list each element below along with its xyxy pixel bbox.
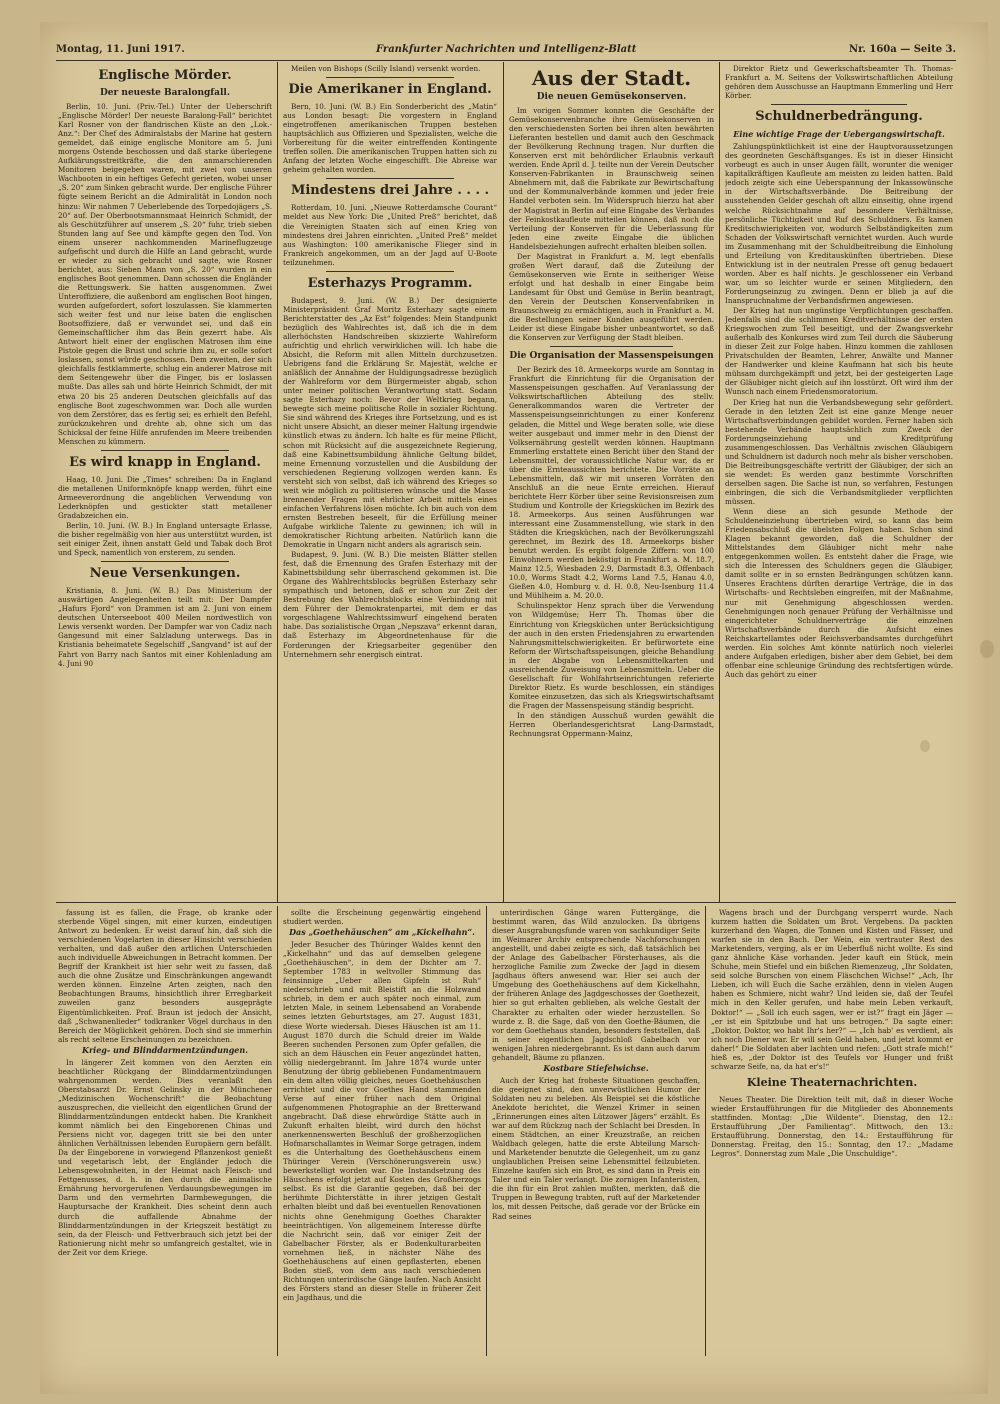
- divider: [101, 561, 229, 562]
- article-text: Meilen von Bishops (Scilly Island) versenkt worden.: [291, 64, 481, 73]
- paper-stain: [980, 640, 994, 658]
- header-date: Montag, 11. Juni 1917.: [56, 44, 185, 55]
- headline-krieg-blinddarm: Krieg- und Blinddarmentzündungen.: [81, 1044, 248, 1055]
- headline-gemuesekonserven: Die neuen Gemüsekonserven.: [536, 92, 687, 102]
- headline-neue-versenkungen: Neue Versenkungen.: [89, 566, 241, 582]
- subheadline: Der neueste Baralongfall.: [100, 88, 230, 98]
- headline-englische-moerder: Englische Mörder.: [98, 68, 232, 83]
- article-text: Auch der Krieg hat froheste Situationen geschaffen, die geeignet sind, den unverwüstlichen Humor der Soldaten neu zu beleben. Als Beispiel sei die köstliche Anekdote berichtet, die Wenzel Krimer in seinen „Erinnerungen eines alten Lützower Jägers“ erzählt. Es war auf dem Rückzug nach der Schlacht bei Dresden. In einem Städtchen, an einer Kreuzstraße, an reichen Waldbach gelegen, hatte die erste Abteilung Marsch- und Marketender benutzte die Gelegenheit, um zu ganz unglaublichen Preisen seine Lebensmittel feilzubieten. Einzelne kaufen sich ein Brot, es sind dann in Preis ein Taler und ein Taler verlangt. Die zornigen Infanteristen, die ihn für ein Brot zahlen mußten, merkten, daß die Truppen in Bewegung trabten, ruft auf der Marketender los, mit dessen Peitsche, daß gerade vor der Brücke ein Rad seines: [492, 1075, 700, 1221]
- article-text: Jeder Besucher des Thüringer Waldes kennt den „Kickelhahn“ und das auf demselben gelegene „Goethehäuschen“, in dem der Dichter am 7. September 1783 in weltvoller Stimmung das feinsinnige „Ueber allen Gipfeln ist Ruh“ niederschrieb und mit Bleistift an die Holzwand schrieb, in dem er auch später noch einmal, zum letzten Male, in seinem Lebensabend an Vorabende seines letzten Geburtstages, am 27. August 1831, diese Worte wiedersah. Dieses Häuschen ist am 11. August 1870 durch die Schuld dreier im Walde Beeren suchenden Personen zum Opfer gefallen, die sich an dem Häuschen ein Feuer angezündet hatten, völlig niedergebrannt. Im Jahre 1874 wurde unter Benutzung der übrig gebliebenen Fundamentmauern ein dem alten völlig gleiches, neues Goethehäuschen errichtet und die vor Goethes Hand stammenden Verse auf einer früher nach dem Original aufgenommenen Photographie an der Bretterwand angebracht. Daß diese ehrwürdige Stätte auch in Zukunft erhalten bleibt, wird durch den höchst anerkennenswerten Beschluß der großherzoglichen Hofmarschallamtes in Weimar Sorge getragen, indem es die Unterhaltung des Goethehäuschens einem Thüringer Verein (Verschönerungsverein usw.) bewerkstelligt worden war. Die Instandsetzung des Häuschens erfolgt jetzt auf Kosten des Großherzogs selbst. Es ist die Garantie gegeben, daß bei der berühmte Dichterstätte in ihrer jetzigen Gestalt erhalten bleibt und daß bei eventuellen Renovationen nichts ohne Genehmigung Goethes Charakter beeinträchtigen. Von allgemeinem Interesse dürfte die Nachricht sein, daß vor einiger Zeit der Gabelbacher Förster, als er Bodenkulturarbeiten vornehmen ließ, in nächster Nähe des Goethehäuschens auf einen gepflasterten, ebenen Boden stieß, von dem aus nach verschiedenen Richtungen unterirdische Gänge laufen. Nach Ansicht des Försters stand an dieser Stelle in früherer Zeit ein Jagdhaus, und die: [283, 940, 481, 1302]
- column-rule: [719, 62, 720, 902]
- article-text: Budapest, 9. Juni. (W. B.) Die meisten Blätter stellen fest, daß die Ernennung des Grafen Esterhazy mit der Kabinettsbildung sehr überraschend gekommen ist. Die Organe des Wahlrechtsblocks begrüßen Esterhazy sehr sympathisch und betonen, daß er schon zur Zeit der Bestrebung des Wahlrechtsblocks eine Verbindung mit dem Führer der Demokratenpartei, mit dem er das vorgeschlagene Wahlrechtssimwurf eingehend beraten habe. Das sozialistische Organ „Nepszava“ erkennt daran, daß Esterhazy im Abgeordnetenhause für die Forderungen der Kriegsarbeiter gegenüber den Unternehmern sehr energisch eintrat.: [283, 550, 497, 659]
- article-text: Der Magistrat in Frankfurt a. M. legt ebenfalls großen Wert darauf, daß die Zuteilung der Gemüsekonserven wie Ernte in seitheriger Weise erfolgt und hat deshalb in einer Eingabe beim Landesamt für Obst und Gemüse in Berlin beantragt, den Verein der Deutschen Konservenfabriken in Braunschweig zu ermächtigen, auch in Frankfurt a. M. die Bestellungen seiner Kunden ausgeführt werden. Leider ist diese Eingabe bisher unbeantwortet, so daß die Konserven zur Verfügung der Stadt bleiben.: [509, 251, 714, 343]
- article-text: Der Krieg hat nun die Verbandsbewegung sehr gefördert. Gerade in den letzten Zeit ist eine ganze Menge neuer Wirtschaftsverbindungen gebildet worden. Ferner haben sich bestehende Verbände hauptsächlich zum Zweck der Forderungseinziehung und Kreditprüfung zusammengeschlossen. Das Verhältnis zwischen Gläubigern und Schuldnern ist dadurch noch mehr als bisher verschoben. Die Beitreibungsgeschäfte vertritt der Gläubiger, der sich an sie wendet: Es werden ganz bestimmte Vorschriften derselben sagen. Die Sache ist nun, so verfahren, Festungen einbringen, die sich die Verbandsmitglieder verpflichten müssen.: [725, 397, 953, 507]
- header-masthead: Frankfurter Nachrichten und Intelligenz-Blatt: [376, 44, 637, 55]
- column-8: [711, 908, 953, 1356]
- column-4: [725, 64, 953, 900]
- section-title-aus-der-stadt: Aus der Stadt.: [531, 66, 692, 90]
- article-text: Zahlungspünktlichkeit ist eine der Hauptvoraussetzungen des geordneten Geschäftsganges. Es ist in dieser Hinsicht vorbeugt es auch in unser Augen fällt, worunter die weniger kapitalkräftigen Kaufleute am meisten zu leiden hatten. Bald jedoch zeigte sich eine Ueberspannung der Inkassowünsche in der Wirtschaftsverbände. Die Beitreibung der ausstehenden Gelder geschah oft allzu einseitig, ohne irgend welche Rücksichtnahme auf besondere Verhältnisse, persönliche Tüchtigkeit und Ruf des Schuldners. Es kamen Kreditschwierigkeiten vor, wodurch Selbständigkeiten zum Schaden der Volkswirtschaft vernichtet wurden. Auch wurde im Zusammenhang mit der Schuldbeitreibung die Einholung und Erteilung von Kreditauskünften übertrieben. Diese Entwicklung ist in der neutralen Presse oft genug bedauert worden. Aber es half nichts. Je geschlossener ein Verband war, um so leichter wurde er seinen Mitgliedern, den Forderungseinzug zu zwingen. Denn er blieb ja auf die Inanspruchnahme der Verbandsfirmen angewiesen.: [725, 142, 953, 305]
- article-text: unterirdischen Gänge waren Futtergänge, die bestimmt waren, das Wild anzulocken. Da übrigens dieser Ausgrabungsfunde waren von sachkundiger Seite im Weimarer Archiv entsprechende Nachforschungen angestellt, und dabei zeigte es sich, daß tatsächlich bei der Anlage des Gabelbacher Försterhauses, als die herzogliche Familie zum Zwecke der Jagd in diesem Jagdhaus öfters anwesend war. Hier sei auch der Umgebung des Goethehäuschens auf dem Kickelhahn, der früheren Anlage des Jagdgeschosses der Goethezeit, hier so gut erhalten geblieben, als welche Gestalt der Charakter zu erhalten oder wieder herzustellen. So wurde z. B. die Sage, daß von den Goethe-Bäumen, die vor dem Goethehaus standen, besonders feststellen, daß in seiner eigentlichen Jagdschloß Gabelbach vor wenigen Jahren niedergebrannt. Es ist dann auch darum gehandelt, Bäume zu pflanzen.: [492, 908, 700, 1062]
- header-page-number: Nr. 160a — Seite 3.: [848, 44, 956, 55]
- column-7: [492, 908, 700, 1356]
- article-text: fassung ist es fallen, die Frage, ob kranke oder sterbende Vögel singen, mit einer kurzen, eindeutigen Antwort zu bedenken. Er weist darauf hin, daß sich die verschiedenen Vogelarten in dieser Hinsicht verschieden verhalten, und daß außer den artlichen Unterschieden auch individuelle Abweichungen in Betracht kommen. Der Begriff der Krankheit ist hier sehr weit zu fassen, daß auch die ohne Zusätze und Einschränkungen angewandt werden können. Einzelne Arten zeigten, nach den Beobachtungen Braums, hinsichtlich ihrer Erregbarkeit zuweilen ganz besonders ausgeprägte Eigentümlichkeiten. Prof. Braun ist jedoch der Ansicht, daß „Schwanenlieder“ todkranker Vögel durchaus in den Bereich der Möglichkeit gehören. Doch sind sie immerhin als recht seltene Erscheinungen zu bezeichnen.: [58, 908, 272, 1044]
- article-text: Der Bezirk des 18. Armeekorps wurde am Sonntag in Frankfurt die Einrichtung für die Organisation der Massenspeisungen geschaffen. Auf Veranlassung der Volkswirtschaftlichen Abteilung des stellv. Generalkommandos waren die Vertreter der Massenspeisungseinrichtungen zu einer Konferenz geladen, die Mittel und Wege beraten solle, wie diese weiter ausgebaut und immer mehr in den Dienst der Volksernährung gestellt werden können. Hauptmann Emmerling erstattete einen Bericht über den Stand der Lebensmittel, der voraussichtliche Natur war, da er über die Ernteaussichten berichtete. Die Vorräte an Lebensmitteln, daß wir mit unseren Vorräten den Anschluß an die neue Ernte erreichen. Hierauf berichtete Herr Körber über seine Revisionsreisen zum Studium und Kontrolle der Kriegsküchen im Bezirk des 18. Armeekorps. Aus seinen Ausführungen war interessant eine Zusammenstellung, wie stark in den Städten die Kriegsküchen, nach der Bevölkerungszahl gerechnet, im Bezirk des 18. Armeekorps bisher benutzt werden. Es ergibt folgende Ziffern: von 100 Einwohnern werden beköstigt in Frankfurt a. M. 18.7, Mainz 12.5, Wiesbaden 2.9, Darmstadt 8.3, Offenbach 10.0, Worms Stadt 4.2, Worms Land 7.5, Hanau 4.0, Gießen 4.0, Homburg v. d. H. 0.8, Neu-Isenburg 11.4 und Mühlheim a. M. 20.0.: [509, 365, 714, 601]
- divider: [326, 77, 454, 78]
- column-rule: [277, 906, 278, 1356]
- article-text: Wagens brach und der Durchgang versperrt wurde. Nach kurzem hatten die Soldaten um Brot. Vergebens. Da packten kurzerhand den Wagen, die Tonnen und Kisten und Fässer, und warfen sie in den Bach. Der Wein, ein vertrauter Rest des Marketenders, verging, als er im Ueberfluß nicht wollte. Es sind ganz ähnliche Käse vorhanden. Jeder kauft ein Stück, mein Schuhe, mein Stiefel und ein bißchen Riemenzeug, „Ihr Soldaten, seid solche Burschen von einem Fläschchen Wichse!“ „Ach, Ihr Lieben, ich will Euch die Sache erzählen, denn in vielen Augen haben es Schmiere, nicht wahr? Und leiden sie, daß der Teufel mich in den Keller gerufen, und habe mein Leben verkauft, Doktor!“ — „Soll ich euch sagen, wer er ist?“ fragt ein Jäger — „er ist ein Spitzbube und hat uns betrogen.“ Da sagte einer: „Doktor, Doktor, wo habt Ihr's her?“ — „Ich hab' es verdient, als ich noch Diener war. Er will sein Geld haben, und jetzt kommt er daher!“ Die Soldaten aber lachten und riefen: „Gott strafe mich!“ hieß es, „der Doktor ist des Teufels vor Hunger und frißt schwarze Seife, na, da hat er's!“: [711, 908, 953, 1071]
- article-text: Bern, 10. Juni. (W. B.) Ein Sonderbericht des „Matin“ aus London besagt: Die vorgestern in England eingetroffenen amerikanischen Truppen bestehen hauptsächlich aus Offizieren und Spezialisten, welche die Vorbereitung für die weiter eintreffenden Kontingente treffen sollen. Die amerikanischen Truppen hatten sich zu Anfang der letzten Woche eingeschifft. Die Abreise war geheim gehalten worden.: [283, 102, 497, 175]
- article-text: Schulinspektor Henz sprach über die Verwendung von Wildgemüse; Herr Th. Thomas über die Einrichtung von Kriegsküchen unter Berücksichtigung der auch in den ersten Friedensjahren zu erwartenden Nahrungsmittelschwierigkeiten. Er befürwortete eine Reform der Wirtschaftsspeisungen, gleiche Behandlung in der Abgabe von Lebensmittelkarten und ausreichende Zuweisung von Lebensmitteln. Ueber die Gesellschaft für Wohlfahrtseinrichtungen referierte Direktor Rietz. Es wurde beschlossen, ein ständiges Komitee einzusetzen, das sich als Kriegswirtschaftsamt die Fragen der Massenspeisung ständig bespricht.: [509, 601, 714, 710]
- column-6: [283, 908, 481, 1356]
- column-rule: [486, 906, 487, 1356]
- article-text: Rotterdam, 10. Juni. „Nieuwe Rotterdamsche Courant“ meldet aus New York: Die „United Preß“ berichtet, daß die Vereinigten Staaten sich auf einen Krieg von mindestens drei Jahren einrichten. „United Preß“ meldet aus Washington: 100 amerikanische Flieger sind in Frankreich angekommen, um an der Jagd auf U-Boote teilzunehmen.: [283, 203, 497, 267]
- paper-stain: [920, 740, 930, 752]
- headline-stiefelwichse: Kostbare Stiefelwichse.: [543, 1062, 649, 1073]
- headline-knapp-in-england: Es wird knapp in England.: [69, 454, 261, 470]
- headline-goethehaeuschen: Das „Goethehäuschen“ am „Kickelhahn“.: [289, 927, 475, 938]
- article-text: Kristiania, 8. Juni. (W. B.) Das Ministerium der auswärtigen Angelegenheiten teilt mit: Der Dampfer „Hafurs Fjord“ von Drammen ist am 2. Juni von einem deutschen Unterseeboot 400 Meilen nordwestlich von Lewis versenkt worden. Der Dampfer war von Cadiz nach Gangesund mit einer Salzladung unterwegs. Das in Kristiania beheimatete Segelschiff „Sangvand“ ist auf der Fahrt von Barry nach Santos mit einer Kohlenladung am 4. Juni 90: [58, 586, 272, 668]
- divider: [101, 450, 229, 451]
- subheadline: Eine wichtige Frage der Uebergangswirtschaft.: [733, 129, 945, 140]
- divider: [326, 271, 454, 272]
- page-header: [56, 42, 956, 61]
- article-text: Direktor Rietz und Gewerkschaftsbeamter Th. Thomas-Frankfurt a. M. Seitens der Volkswirtschaftlichen Abteilung gehören dem Ausschusse an Hauptmann Emmerling und Herr Körber.: [725, 64, 953, 101]
- column-rule: [503, 62, 504, 902]
- divider: [771, 104, 908, 105]
- headline-mindestens-drei-jahre: Mindestens drei Jahre . . . .: [290, 183, 490, 199]
- article-text: Berlin, 10. Juni. (W. B.) In England untersagte Erlasse, die bisher regelmäßig von hier aus unterstützt wurden, ist seit einiger Zeit, ihnen anstatt Geld und Tabak doch Brot und Speck, namentlich von ersterem, zu senden.: [58, 521, 272, 558]
- column-3: [509, 64, 714, 900]
- column-rule: [705, 906, 706, 1356]
- divider: [326, 178, 454, 179]
- headline-massenspeisungen: Die Organisation der Massenspeisungen: [509, 351, 714, 362]
- headline-schuldnerbedraengung: Schuldnerbedrängung.: [755, 109, 923, 125]
- headline-theaternachrichten: Kleine Theaternachrichten.: [746, 1075, 918, 1089]
- column-2: [283, 64, 497, 900]
- column-5: [58, 908, 272, 1356]
- article-text: In längerer Zeit kommen von den Aerzten ein beachtlicher Rückgang der Blinddarmentzündungen wahrgenommen werden. Dies veranlaßt den Oberstabsarzt Dr. Ernst Gelinsky in der Münchener „Medizinischen Wochenschrift“ die Beobachtung auszusprechen, die vielleicht den eigentlichen Grund der Blinddarmentzündungen entdeckt haben. Die Krankheit kommt nämlich bei den Eingeborenen Chinas und Persiens nicht vor, dagegen tritt sie bei den unter ähnlichen Verhältnissen lebenden Europäern gern befällt. Da der Eingeborene in vorwiegend Pflanzenkost genießt und vegetarisch lebt, der Engländer jedoch die Lebensgewohnheiten, in der Heimat nach Fleisch- und Fettgenusses, d. h. in den durch die animalische Ernährung hervorgerufenen Verdauungsbewegungen im Darm und den vermehrten Darmbewegungen, die Hauptursache der Krankheit. Dies scheint denn auch durch die auffallende Abnahme der Blinddarmentzündungen in der Kriegszeit bestätigt zu sein, da der Fleisch- und Fettverbrauch sich jetzt bei der Rationierung nicht mehr so umfangreich gestaltet, wie in der Zeit vor dem Kriege.: [58, 1057, 272, 1257]
- article-text: Budapest, 9. Juni. (W. B.) Der designierte Ministerpräsident Graf Moritz Esterhazy sagte einem Berichterstatter des „Az Est“ folgendes: Mein Standpunkt bezüglich des Wahlrechtes ist, daß ich die in dem allerhöchsten Handschreiben skizzierte Wahlreform aufrichtig und ehrlich verwirklichen will. Ich habe die Absicht, die Reform mit allen Mitteln durchzusetzen. Uebrigens fand die Erklärung Sr. Majestät, welche er anläßlich der Annahme der Huldigungsadresse bezüglich der Wahlreform vor dem Bürgermeister abgab, schon unter meiner politischen Verantwortung statt. Sodann sagte Esterhazy noch: Bevor der Weltkrieg begann, bewegte sich meine politische Rolle in sozialer Richtung. Sie sind während des Krieges ihre Fortsetzung, und es ist nicht unsere Absicht, an dieser meiner Haltung irgendwie künstlich etwas zu ändern. Ich halte es für meine Pflicht, schon mit Rücksicht auf die ausgezeichnete Regierung, daß eine Kabinettsumbildung ähnliche Geltung bildet, meine Ernennung vorzustellen und die Ausbildung der verschiedenen Regierung vollzogen werden kann. Es versteht sich von selbst, daß ich während des Krieges so weit wie möglich zu politisieren wünsche und die Masse brennender Fragen mit ehrlicher Arbeit mittels eines einfachen Verfahrens lösen möchte. Ich bin auch von dem ernsten Bestreben beseelt, für die Erfüllung meiner Aufgabe wirkliche Talente zu gewinnen; ich will in demokratischer Richtung arbeiten. Natürlich kann die Demokratie in Ungarn nicht anders als agrarisch sein.: [283, 295, 497, 550]
- column-rule: [277, 62, 278, 902]
- article-text: Im vorigen Sommer konnten die Geschäfte der Gemüsekonservenbranche ihre Gemüsekonserven in den verschiedensten Sorten bei ihren alten bewährten Lieferanten bestellen und damit auch den Geschmack der Bevölkerung Rechnung tragen. Nur durften die Konserven erst mit behördlicher Erlaubnis verkauft werden. Ende April d. J. teilte nun der Verein Deutscher Konserven-Fabrikanten in Braunschweig seinen Abnehmern mit, daß die Fabrikate zur Bewirtschaftung und der Kommunalverbände kommen und jeder freie Handel verboten sein. Im Widerspruch hierzu hat aber der Magistrat in Berlin auf eine Eingabe des Verbandes der Feinkostkaufleute mitteilen können, daß noch die Verteilung der Konserven für die Ueberlassung für Jeden eine zweite Eingabe die üblichen Handelsbeziehungen aufrecht erhalten bleiben sollen.: [509, 106, 714, 251]
- article-text: sollte die Erscheinung gegenwärtig eingehend studiert werden.: [283, 908, 481, 927]
- headline-amerikaner-in-england: Die Amerikaner in England.: [288, 82, 492, 98]
- article-text: Haag, 10. Juni. Die „Times“ schreiben: Da in England die metallenen Uniformknöpfe knapp werden, führt eine Armeeverordnung die angeblichen Verwendung von Lederknöpfen und gestickter statt metallener Gradabzeichen ein.: [58, 474, 272, 520]
- section-rule: [56, 902, 956, 903]
- article-text: Neues Theater. Die Direktion teilt mit, daß in dieser Woche wieder Erstaufführungen für die Mitglieder des Abonnements stattfinden. Montag: „Die Wildente“. Dienstag, den 12.: Erstaufführung „Der Familientag“. Mittwoch, den 13.: Erstaufführung. Donnerstag, den 14.: Erstaufführung für Donnerstag. Freitag, den 15.: Sonntag, den 17.: „Madame Legros“. Donnerstag zum Male „Die Unschuldige“.: [711, 1094, 953, 1159]
- headline-esterhazys-programm: Esterhazys Programm.: [307, 275, 473, 291]
- article-text: Berlin, 10. Juni. (Priv.-Tel.) Unter der Ueberschrift „Englische Mörder! Der neueste Baralong-Fall“ berichtet Karl Rosner von der flandrischen Küste an den „Lok.-Anz.“: Der Chef des Admiralstabs der Marine hat gestern gemeldet, daß einige englische Monitore am 5. Juni morgens Ostende beschossen und daß starke überlegene Aufklärungsstreitkräfte, die den anmarschierenden Monitoren beigegeben waren, mit zwei von unseren Wachbooten in ein heftiges Gefecht gerieten, wobei unser „S. 20“ zum Sinken gebracht wurde. Der englische Führer fügte seinem Bericht an die Admiralität in London noch hinzu: Wir nahmen 7 Ueberlebende des Torpedojägers „S. 20“ auf. Der Oberbootsmannsmaat Heinrich Schmidt, der als Geschützführer auf unserem „S. 20“ fuhr, trieb sieben Stunden lang auf See und kämpfte gegen den Tod. Von einem unserer nachkommenden Marineflugzeuge aufgefischt und durch die Hilfe an Land gebracht, wurde er wieder zu sich gebracht und sagte, wie Rosner berichtet, aus: Sieben Mann von „S. 20“ wurden in ein englisches Boot genommen. Dann schossen die Engländer die Rettungswerk. Sie hatten ausgenommen. Zwei Unteroffiziere, die außenbord am englischen Boot hingen, wurden aufgefordert, sofort loszulassen. Sie klammerten sich weiter fest und nur leise baten die englischen Bootsoffiziere, daß er verwundet sei, und daß ein Gemeinschaftlicher ihm das Bein gezerrt habe. Als Antwort hielt einer der englischen Matrosen ihm eine Pistole gegen die Brust und schrie ihm zu, er solle sofort loslassen, sonst würde geschossen. Dem zweiten, der sich gleichfalls festklammerte, schlug ein anderer Matrose mit dem Seitengewehr über die Finger, bis er loslassen mußte. Das alles sah und hörte Heinrich Schmidt, der mit etwa 20 bis 25 anderen Deutschen gleichfalls auf das englische Boot zugeschwommen war. Doch alle wurden von dem Zerstörer, das es fertig sei; es erhielt den Befehl, zurückzukehren und drehte ab, ohne sich um das Schicksal der feine Hilfe anrufenden im Meere treibenden Menschen zu kümmern.: [58, 102, 272, 446]
- article-text: Der Krieg hat nun ungünstige Verpflichtungen geschaffen. Jedenfalls sind die schlimmen Kreditverhältnisse der ersten Kriegswochen zum Teil beseitigt, und der Zwangsverkehr außerhalb des Konkurses wird zum Teil durch die Säuberung in dieser Zeit zur Folge haben. Hinzu kommen die zahllosen Privatschulden der Beamten, Lehrer, Anwälte und Manner der Handwerker und kleine Kaufmann hat sich bis heute mühsam durchgekämpft und jetzt, bei der gesteigerten Lage der Gläubiger nicht gleich auf ihn losstürzt. Oft wird ihm der Wunsch nach einem Friedensmoratorium.: [725, 306, 953, 397]
- divider: [550, 346, 673, 347]
- article-text: In den ständigen Ausschuß wurden gewählt die Herren Oberlandesgerichtsrat Lang-Darmstadt, Rechnungsrat Oppermann-Mainz,: [509, 711, 714, 739]
- article-text: Wenn diese an sich gesunde Methode der Schuldeneinziehung übertrieben wird, so kann das beim Friedensabschluß die übelsten Folgen haben. Schon sind Klagen bekannt geworden, daß die Schuldner der Mittelstandes dem Gläubiger nicht mehr nahe entgegenkommen wollen. Es entsteht daher die Frage, wie sich die Interessen des Schuldners gegen die Gläubiger, damit sollte er in so ernsten Bedrängungen schützen kann. Unseres Erachtens dürften derartige Verträge, die in das Wirtschafts- und Rechtsleben eingreifen, mit der Maßnahme, nur mit Genehmigung abgeschlossen werden. Genehmigungen noch genauer Prüfung der Verhältnisse und eingerichteter Schuldnerverträge die einzelnen Wirtschaftsverbände durch die Aufsicht eines Reichskartellamtes oder Reichsverbandsamtes durchgeführt werden. Ein solches Amt könnte natürlich noch vielerlei andere Aufgaben erledigen, bisher aber dem Gebiet, bei dem offenbar eine schleunige Gründung des rechtsfertigen würde. Auch das gehört zu einer: [725, 507, 953, 679]
- column-1: [58, 64, 272, 900]
